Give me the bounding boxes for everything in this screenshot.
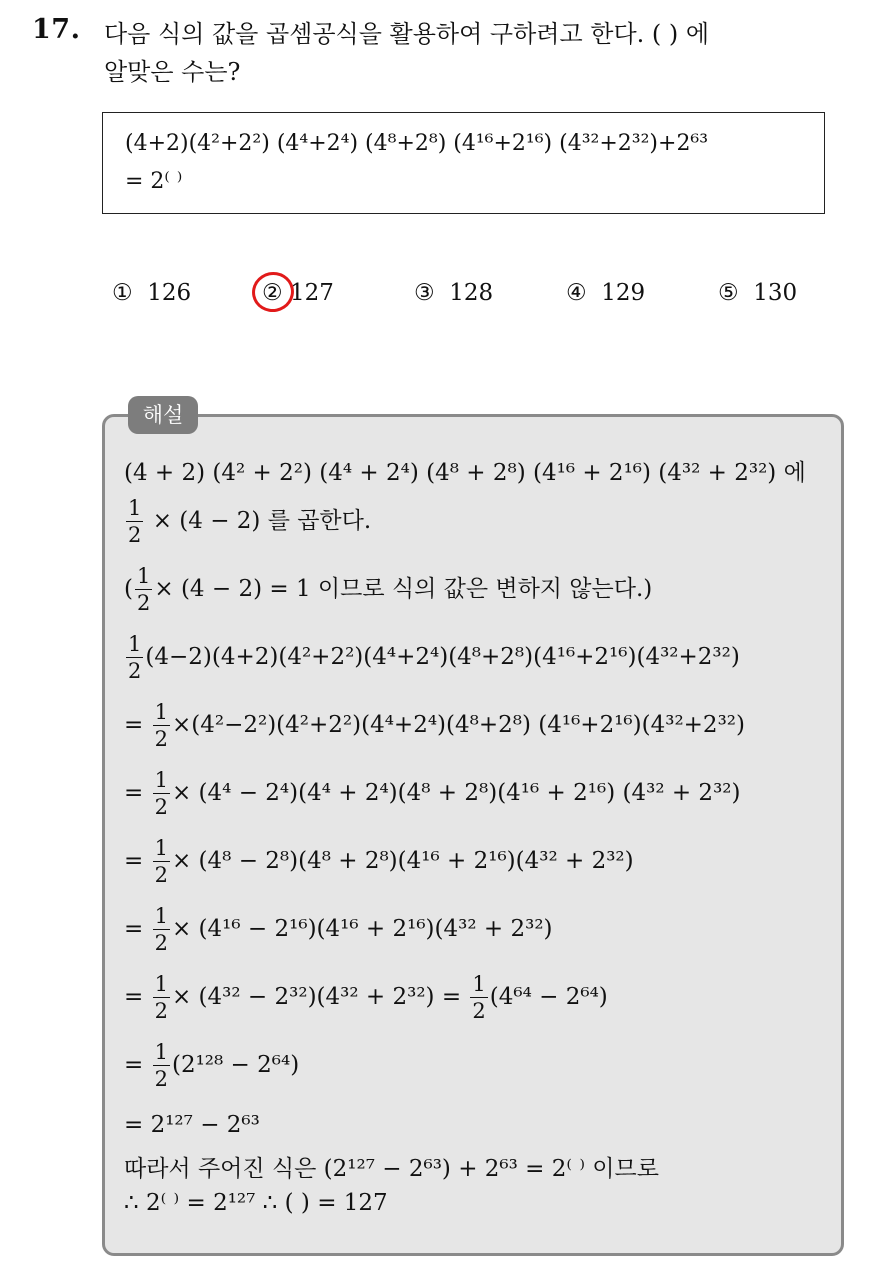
solution-line-3: ( $\frac{1}{2}$ × (4 − 2) = 1 이므로 식의 값은 변하지 않는다.) — [124, 564, 653, 615]
answer-circle-mark — [248, 268, 297, 316]
choice-3-value: 128 — [449, 280, 494, 306]
choice-5-symbol: ⑤ — [718, 280, 739, 306]
solution-line-5: = $\frac{1}{2}$ ×(4²−2²)(4²+2²)(4⁴+2⁴)(4⁸+2⁸) (4¹⁶+2¹⁶)(4³²+2³²) — [124, 700, 745, 751]
question-text-line2: 알맞은 수는? — [104, 58, 241, 86]
choice-3-symbol: ③ — [414, 280, 435, 306]
fraction-half: $\frac{1}{2}$ — [154, 700, 168, 751]
solution-line-10: = $\frac{1}{2}$ (2¹²⁸ − 2⁶⁴) — [124, 1040, 300, 1091]
solution-line-2: $\frac{1}{2}$ × (4 − 2) 를 곱한다. — [128, 496, 372, 547]
solution-line-13: ∴ 2⁽ ⁾ = 2¹²⁷ ∴ ( ) = 127 — [124, 1190, 388, 1216]
choice-5[interactable] — [718, 280, 797, 306]
question-text-line1: 다음 식의 값을 곱셈공식을 활용하여 구하려고 한다. ( ) 에 — [104, 20, 710, 48]
expression-line1: (4+2)(4²+2²) (4⁴+2⁴) (4⁸+2⁸) (4¹⁶+2¹⁶) (4³²+2³²)+2⁶³ — [125, 131, 709, 156]
choice-2-symbol: ② — [262, 280, 283, 306]
fraction-half: $\frac{1}{2}$ — [154, 836, 168, 887]
solution-line-4: $\frac{1}{2}$ (4−2)(4+2)(4²+2²)(4⁴+2⁴)(4⁸+2⁸)(4¹⁶+2¹⁶)(4³²+2³²) — [128, 632, 740, 683]
fraction-half: $\frac{1}{2}$ — [154, 1040, 168, 1091]
choice-5-value: 130 — [753, 280, 798, 306]
choice-1-value: 126 — [147, 280, 192, 306]
expression-box — [102, 112, 825, 214]
solution-line-6: = $\frac{1}{2}$ × (4⁴ − 2⁴)(4⁴ + 2⁴)(4⁸ + 2⁸)(4¹⁶ + 2¹⁶) (4³² + 2³²) — [124, 768, 741, 819]
solution-tag: 해설 — [128, 396, 198, 434]
choice-4[interactable] — [566, 280, 645, 306]
solution-line-9: = $\frac{1}{2}$ × (4³² − 2³²)(4³² + 2³²) = $\frac{1}{2}$ (4⁶⁴ − 2⁶⁴) — [124, 972, 608, 1023]
choice-3[interactable] — [414, 280, 493, 306]
choice-1[interactable] — [112, 280, 191, 306]
expression-line2: = 2⁽ ⁾ — [125, 169, 183, 194]
solution-line-11: = 2¹²⁷ − 2⁶³ — [124, 1112, 260, 1138]
choice-4-symbol: ④ — [566, 280, 587, 306]
fraction-half: $\frac{1}{2}$ — [136, 564, 151, 615]
solution-line-7: = $\frac{1}{2}$ × (4⁸ − 2⁸)(4⁸ + 2⁸)(4¹⁶ + 2¹⁶)(4³² + 2³²) — [124, 836, 634, 887]
fraction-half: $\frac{1}{2}$ — [472, 972, 486, 1023]
solution-line-8: = $\frac{1}{2}$ × (4¹⁶ − 2¹⁶)(4¹⁶ + 2¹⁶)(4³² + 2³²) — [124, 904, 553, 955]
fraction-half: $\frac{1}{2}$ — [154, 768, 168, 819]
fraction-half: $\frac{1}{2}$ — [154, 972, 168, 1023]
solution-line-1: (4 + 2) (4² + 2²) (4⁴ + 2⁴) (4⁸ + 2⁸) (4¹⁶ + 2¹⁶) (4³² + 2³²) 에 — [124, 460, 806, 486]
choice-4-value: 129 — [601, 280, 646, 306]
choice-2-value: 127 — [289, 280, 334, 306]
question-number: 17. — [32, 14, 81, 45]
fraction-half: $\frac{1}{2}$ — [128, 496, 142, 547]
fraction-half: $\frac{1}{2}$ — [128, 632, 142, 683]
solution-line-12: 따라서 주어진 식은 (2¹²⁷ − 2⁶³) + 2⁶³ = 2⁽ ⁾ 이므로 — [124, 1156, 659, 1182]
fraction-half: $\frac{1}{2}$ — [154, 904, 168, 955]
choice-1-symbol: ① — [112, 280, 133, 306]
